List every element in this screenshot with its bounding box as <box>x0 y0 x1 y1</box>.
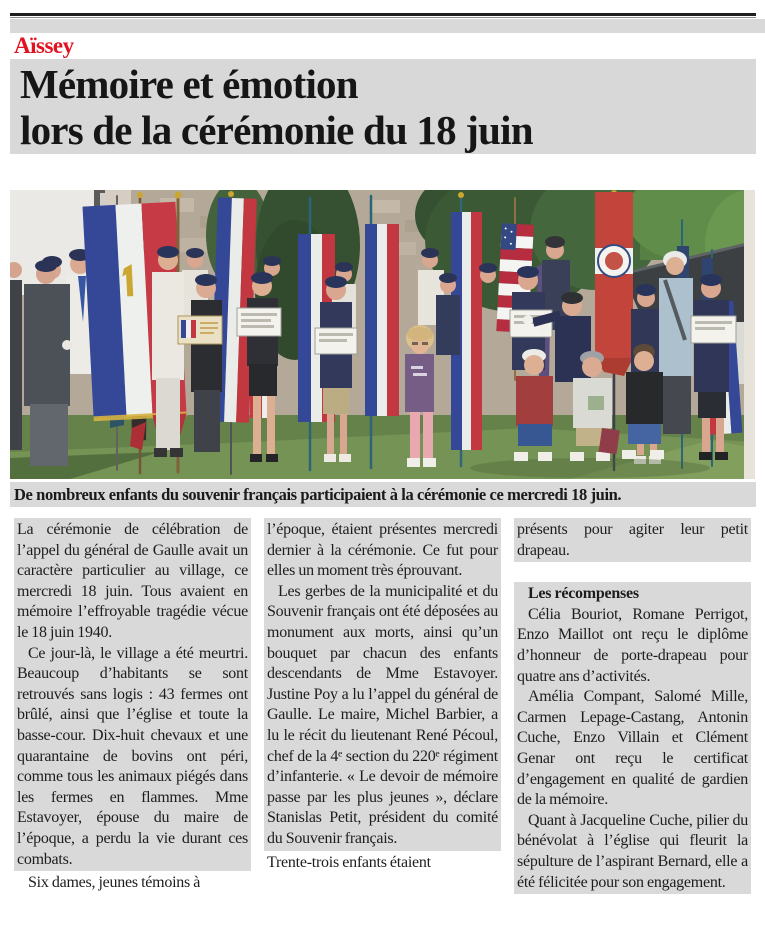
article-column-3 <box>514 518 751 921</box>
paragraph: Amélia Compant, Salomé Mille, Carmen Lepage-Castang, Antonin Cuche, Enzo Villain et Clément Genar ont reçu le certificat d’engagement en qualité de gardien de la mémoire. <box>517 688 748 809</box>
top-gray-band <box>10 19 765 33</box>
paragraph: Célia Bouriot, Romane Perrigot, Enzo Maillot ont reçu le diplôme d’honneur de porte-drapeau pour quatre ans d’activités. <box>517 605 748 685</box>
headline-line-2: lors de la cérémonie du 18 juin <box>20 107 533 153</box>
paragraph: Les gerbes de la municipalité et du Souvenir français ont été déposées au monument aux morts, ainsi qu’un bouquet par chacun des enfants descendants de Mme Estavoyer. Justine Poy a lu l’appel du général de Gaulle. Le maire, Michel Barbier, a lu le récit du lieutenant René Pécoul, chef de la 4ᵉ section du 220ᵉ régiment d’infanterie. « Le devoir de mémoire passe par les plus jeunes », déclare Stanislas Petit, président du comité du Souvenir français. <box>267 582 498 847</box>
article-body <box>14 518 751 921</box>
photo-caption: De nombreux enfants du souvenir français participaient à la cérémonie ce mercredi 18 juin. <box>10 482 756 507</box>
subheading: Les récompenses <box>528 585 639 603</box>
paragraph: l’époque, étaient présentes mercredi dernier à la cérémonie. Ce fut pour elles un moment très éprouvant. <box>267 521 498 580</box>
article-headline <box>10 59 756 154</box>
highlighted-block <box>514 582 751 894</box>
ceremony-photo <box>10 190 755 479</box>
paragraph: La cérémonie de célébration de l’appel du général de Gaulle avait un caractère particulier au village, ce mercredi 18 juin. Tous avaient en mémoire l’effroyable tragédie vécue le 18 juin 1940. <box>17 521 248 641</box>
highlighted-block <box>514 518 751 562</box>
paragraph: Quant à Jacqueline Cuche, pilier du bénévolat à l’église qui fleurit la sépulture de l’aspirant Bernard, elle a été félicitée pour son engagement. <box>517 811 748 891</box>
paragraph: Trente-trois enfants étaient <box>267 853 431 871</box>
headline-line-1: Mémoire et émotion <box>20 61 358 107</box>
highlighted-block <box>264 518 501 851</box>
top-rule-thick <box>10 13 756 16</box>
section-kicker: Aïssey <box>14 33 74 58</box>
ceremony-photo-illustration <box>10 190 755 479</box>
paragraph: présents pour agiter leur petit drapeau. <box>517 521 748 559</box>
article-column-1 <box>14 518 251 921</box>
top-rule-thin <box>10 17 756 18</box>
paragraph: Ce jour-là, le village a été meurtri. Beaucoup d’habitants se sont retrouvés sans logis : 43 fermes ont brûlé, ainsi que l’église et toute la basse-cour. Dix-huit chevaux et une quarantaine de bovins ont péri, comme tous les animaux piégés dans les fermes en flammes. Mme Estavoyer, épouse du maire de l’époque, a perdu la vie durant ces combats. <box>17 644 248 868</box>
article-column-2 <box>264 518 501 921</box>
paragraph: Six dames, jeunes témoins à <box>28 874 201 892</box>
highlighted-block <box>14 518 251 871</box>
